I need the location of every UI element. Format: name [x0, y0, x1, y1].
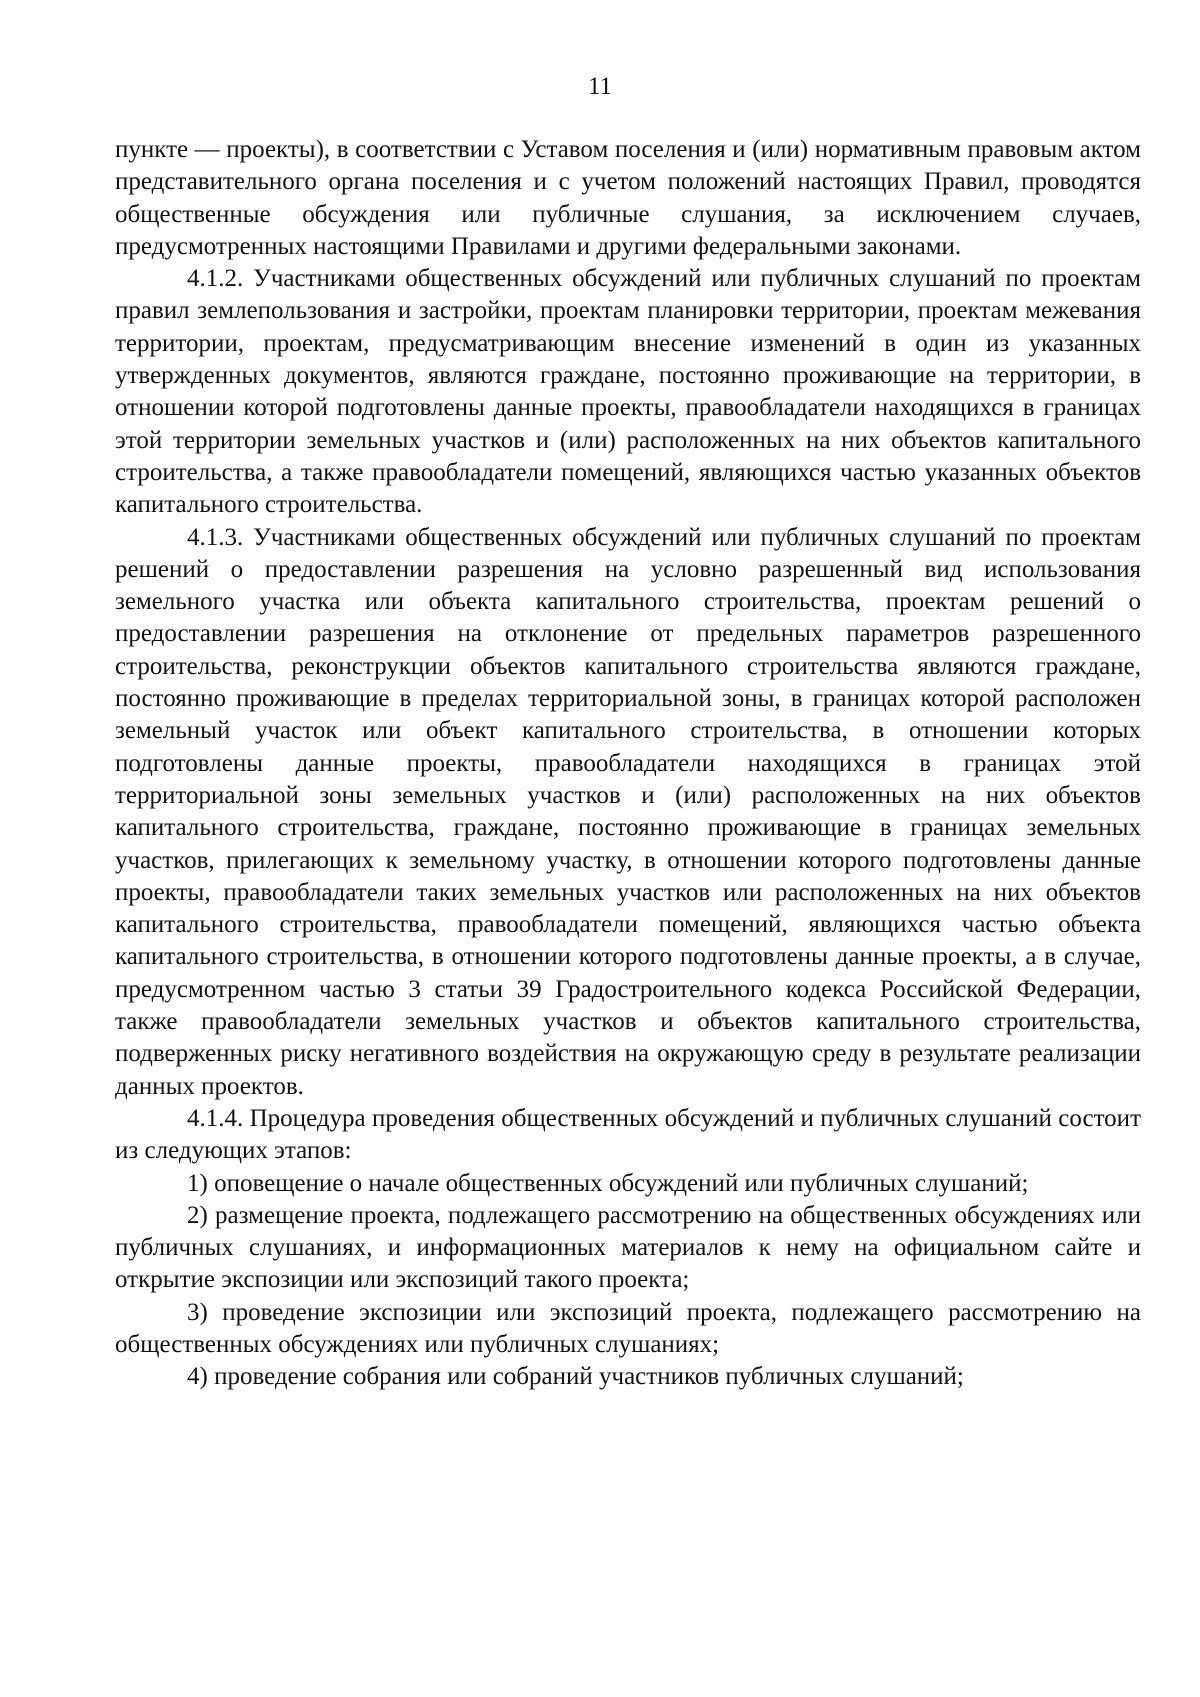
- paragraph-continuation: пункте — проекты), в соответствии с Уставом поселения и (или) нормативным правовым актом представительного органа поселения и с учетом положений настоящих Правил, проводятся общественные обсуждения или публичные слушания, за исключением случаев, предусмотренных настоящими Правилами и другими федеральными законами.: [115, 136, 1141, 260]
- list-item-stage-1: 1) оповещение о начале общественных обсуждений или публичных слушаний;: [187, 1169, 1029, 1197]
- document-body: [115, 134, 1141, 1394]
- paragraph-4-1-3: 4.1.3. Участниками общественных обсуждений или публичных слушаний по проектам решений о предоставлении разрешения на условно разрешенный вид использования земельного участка или объекта капитального строительства, проектам решений о предоставлении разрешения на отклонение от предельных параметров разрешенного строительства, реконструкции объектов капитального строительства являются граждане, постоянно проживающие в пределах территориальной зоны, в границах которой расположен земельный участок или объект капитального строительства, в отношении которых подготовлены данные проекты, правообладатели находящихся в границах этой территориальной зоны земельных участков и (или) расположенных на них объектов капитального строительства, граждане, постоянно проживающие в границах земельных участков, прилегающих к земельному участку, в отношении которого подготовлены данные проекты, правообладатели таких земельных участков или расположенных на них объектов капитального строительства, правообладатели помещений, являющихся частью объекта капитального строительства, в отношении которого подготовлены данные проекты, а в случае, предусмотренном частью 3 статьи 39 Градостроительного кодекса Российской Федерации, также правообладатели земельных участков и объектов капитального строительства, подверженных риску негативного воздействия на окружающую среду в результате реализации данных проектов.: [115, 523, 1141, 1100]
- paragraph-4-1-4: 4.1.4. Процедура проведения общественных обсуждений и публичных слушаний состоит из следующих этапов:: [115, 1104, 1141, 1165]
- paragraph-4-1-2: 4.1.2. Участниками общественных обсуждений или публичных слушаний по проектам правил землепользования и застройки, проектам планировки территории, проектам межевания территории, проектам, предусматривающим внесение изменений в один из указанных утвержденных документов, являются граждане, постоянно проживающие на территории, в отношении которой подготовлены данные проекты, правообладатели находящихся в границах этой территории земельных участков и (или) расположенных на них объектов капитального строительства, а также правообладатели помещений, являющихся частью указанных объектов капитального строительства.: [115, 265, 1141, 519]
- list-item-stage-2: 2) размещение проекта, подлежащего рассмотрению на общественных обсуждениях или публичных слушаниях, и информационных материалов к нему на официальном сайте и открытие экспозиции или экспозиций такого проекта;: [115, 1201, 1141, 1294]
- list-item-stage-3: 3) проведение экспозиции или экспозиций проекта, подлежащего рассмотрению на общественных обсуждениях или публичных слушаниях;: [115, 1298, 1141, 1358]
- page-number: 11: [587, 73, 613, 100]
- list-item-stage-4: 4) проведение собрания или собраний участников публичных слушаний;: [187, 1363, 964, 1391]
